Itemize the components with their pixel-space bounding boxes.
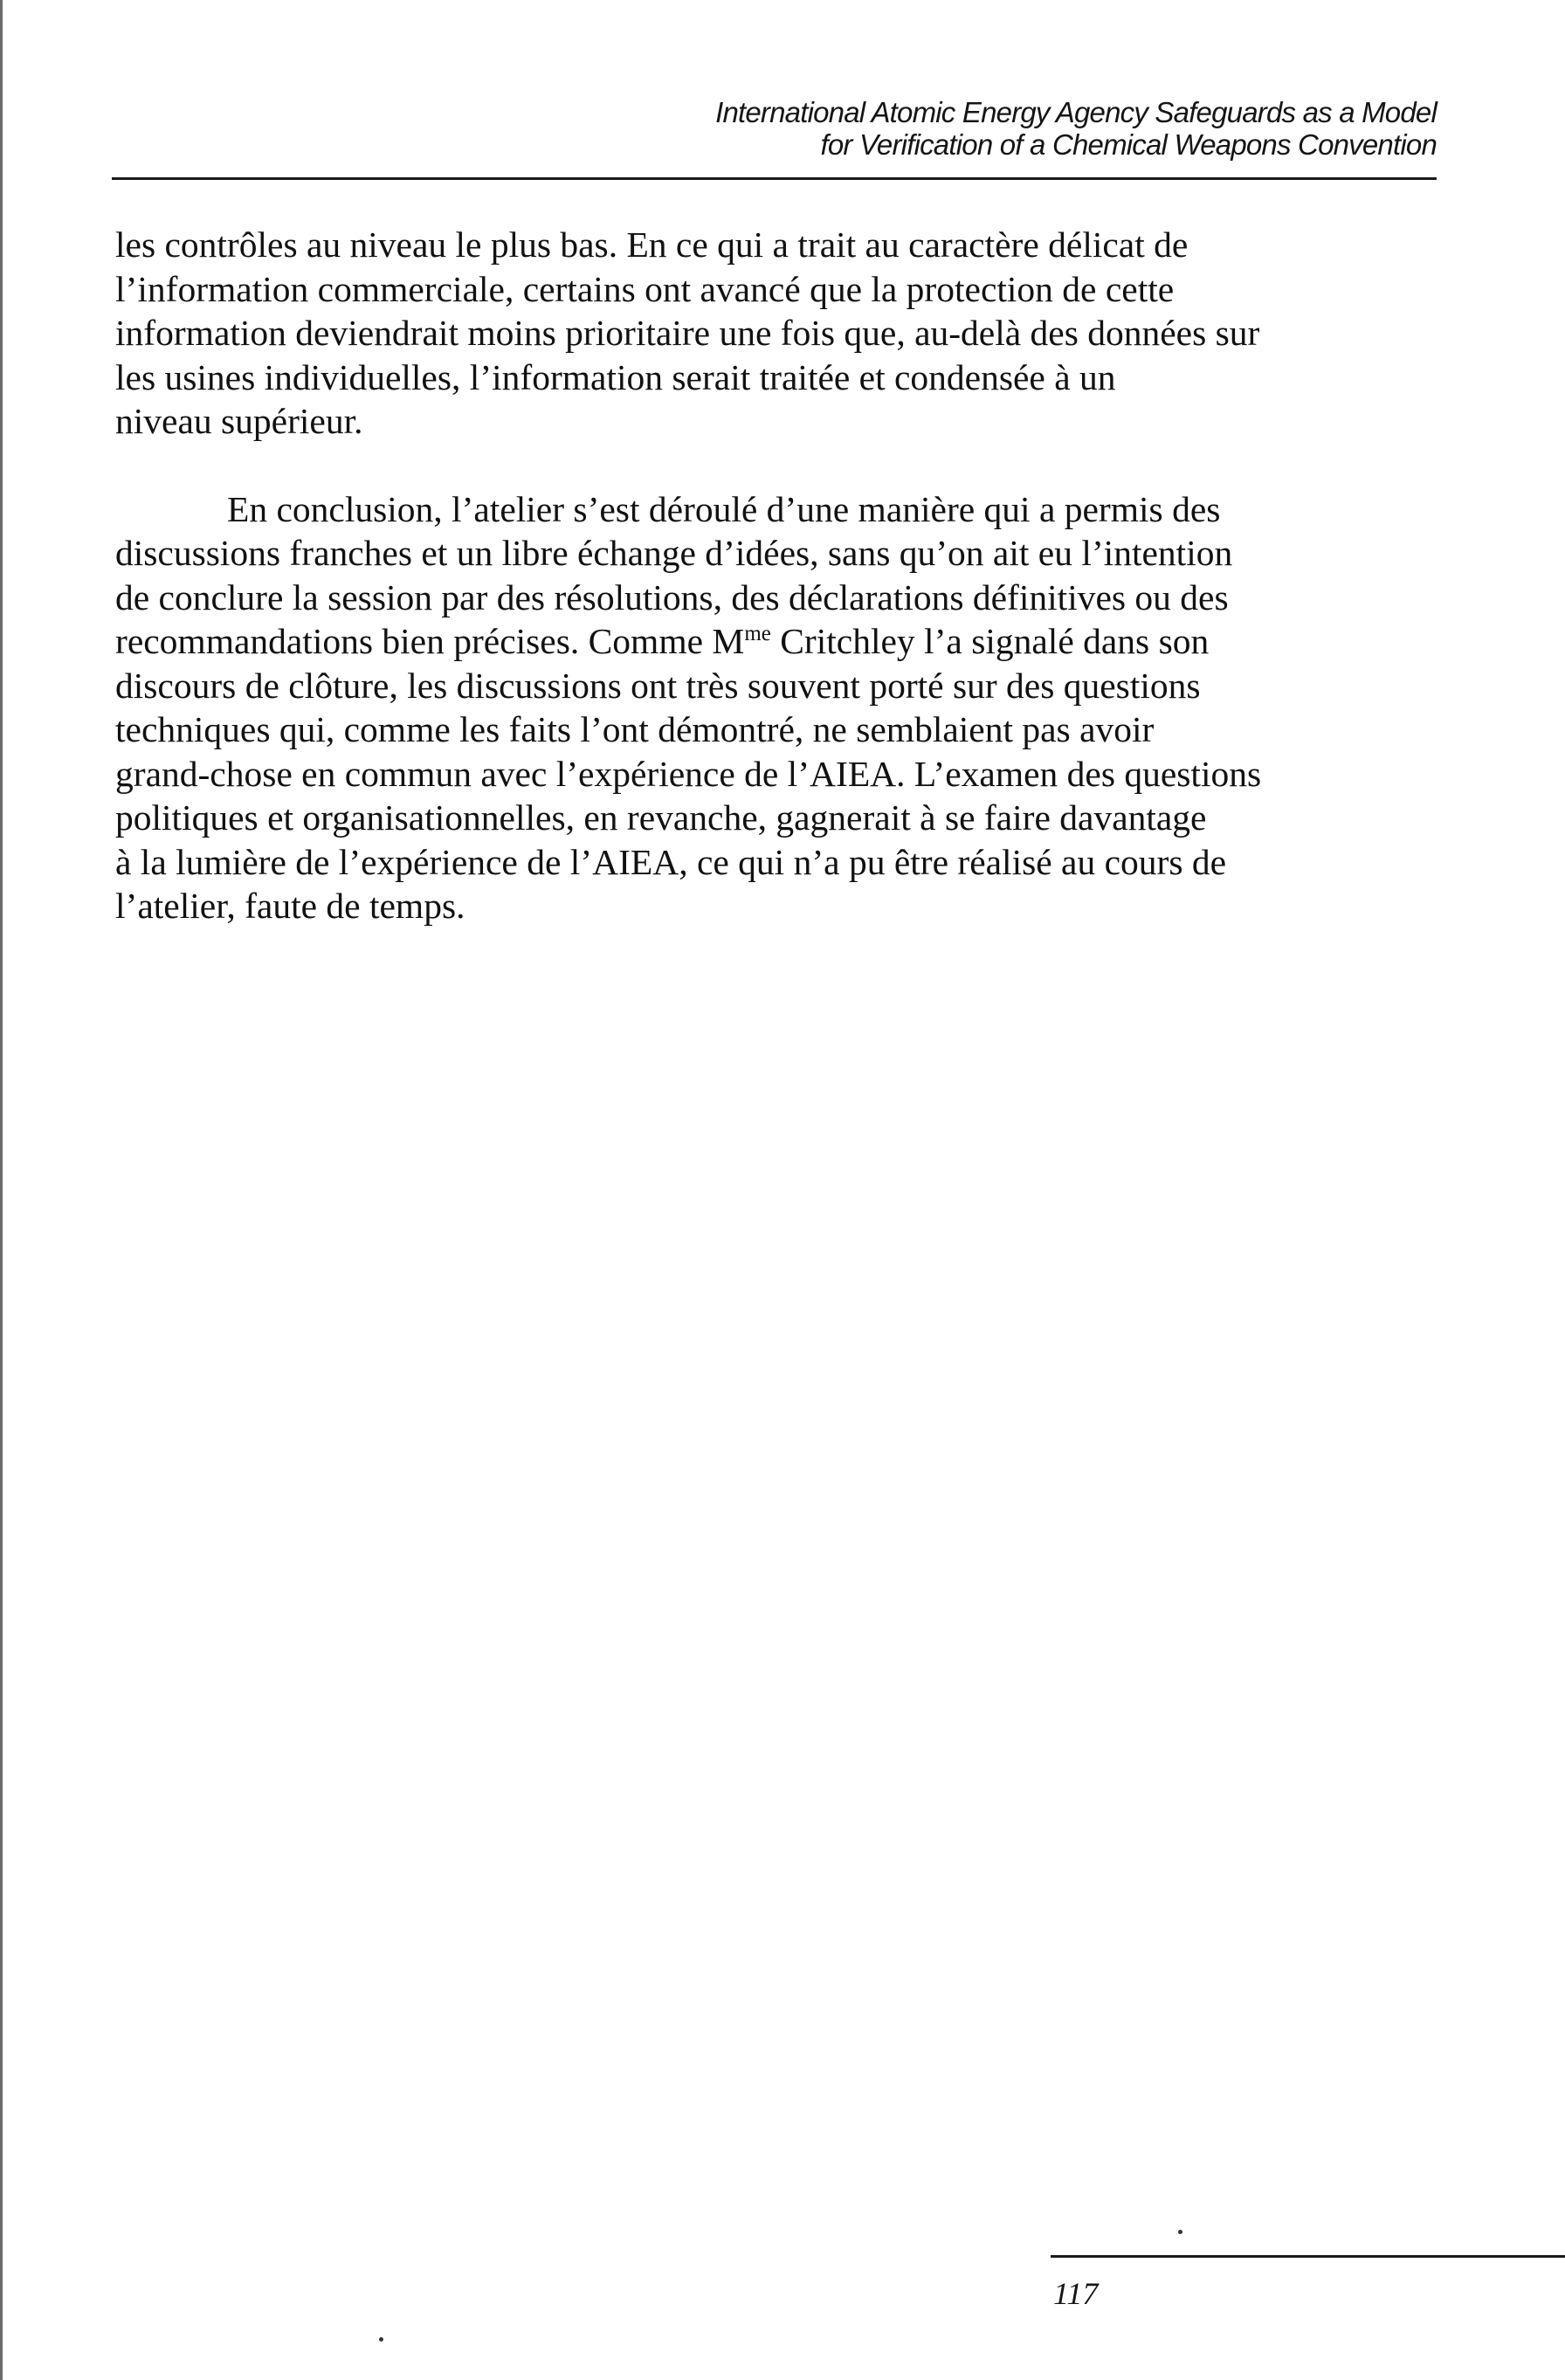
paragraph-2-line-3: de conclure la session par des résolutions, des déclarations définitives ou des (115, 576, 1229, 617)
paragraph-2-line-4 (115, 619, 1460, 664)
scan-speck (379, 2337, 383, 2342)
running-header (563, 96, 1437, 161)
paragraph-2-line-7: grand-chose en commun avec l’expérience de l’AIEA. L’examen des questions (115, 753, 1262, 794)
paragraph-2-line-8: politiques et organisationnelles, en revanche, gagnerait à se faire davantage (115, 797, 1207, 838)
paragraph-2 (115, 487, 1460, 928)
header-rule (112, 177, 1437, 180)
paragraph-1-line-3: information deviendrait moins prioritaire une fois que, au-delà des données sur (115, 313, 1260, 353)
paragraph-2-line-10: l’atelier, faute de temps. (115, 886, 465, 926)
paragraph-2-line-1: En conclusion, l’atelier s’est déroulé d’une manière qui a permis des (227, 488, 1221, 529)
paragraph-2-line-9: à la lumière de l’expérience de l’AIEA, ce qui n’a pu être réalisé au cours de (115, 841, 1227, 882)
paragraph-1 (115, 223, 1460, 444)
paragraph-1-line-2: l’information commerciale, certains ont avancé que la protection de cette (115, 268, 1175, 309)
paragraph-gap (115, 444, 1460, 487)
paragraph-2-line-5: discours de clôture, les discussions ont très souvent porté sur des questions (115, 665, 1201, 706)
paragraph-2-line-4-end: Critchley l’a signalé dans son (770, 621, 1210, 661)
scan-edge (0, 0, 3, 2380)
scan-speck (1178, 2230, 1182, 2234)
paragraph-1-line-4: les usines individuelles, l’information serait traitée et condensée à un (115, 356, 1116, 397)
paragraph-2-line-6: techniques qui, comme les faits l’ont démontré, ne semblaient pas avoir (115, 709, 1155, 749)
page-number: 117 (1053, 2276, 1099, 2311)
running-header-line-2: for Verification of a Chemical Weapons Convention (820, 128, 1437, 161)
running-header-line-1: International Atomic Energy Agency Safeguards as a Model (715, 96, 1437, 128)
paragraph-2-line-2: discussions franches et un libre échange d’idées, sans qu’on ait eu l’intention (115, 533, 1233, 573)
title-abbreviation-superscript: me (744, 622, 771, 645)
footer-rule (1051, 2255, 1565, 2258)
paragraph-1-line-1: les contrôles au niveau le plus bas. En ce qui a trait au caractère délicat de (115, 224, 1189, 265)
paragraph-1-line-5: niveau supérieur. (115, 401, 363, 441)
paragraph-2-line-4-start: recommandations bien précises. Comme M (115, 621, 745, 661)
body-text (115, 223, 1460, 928)
